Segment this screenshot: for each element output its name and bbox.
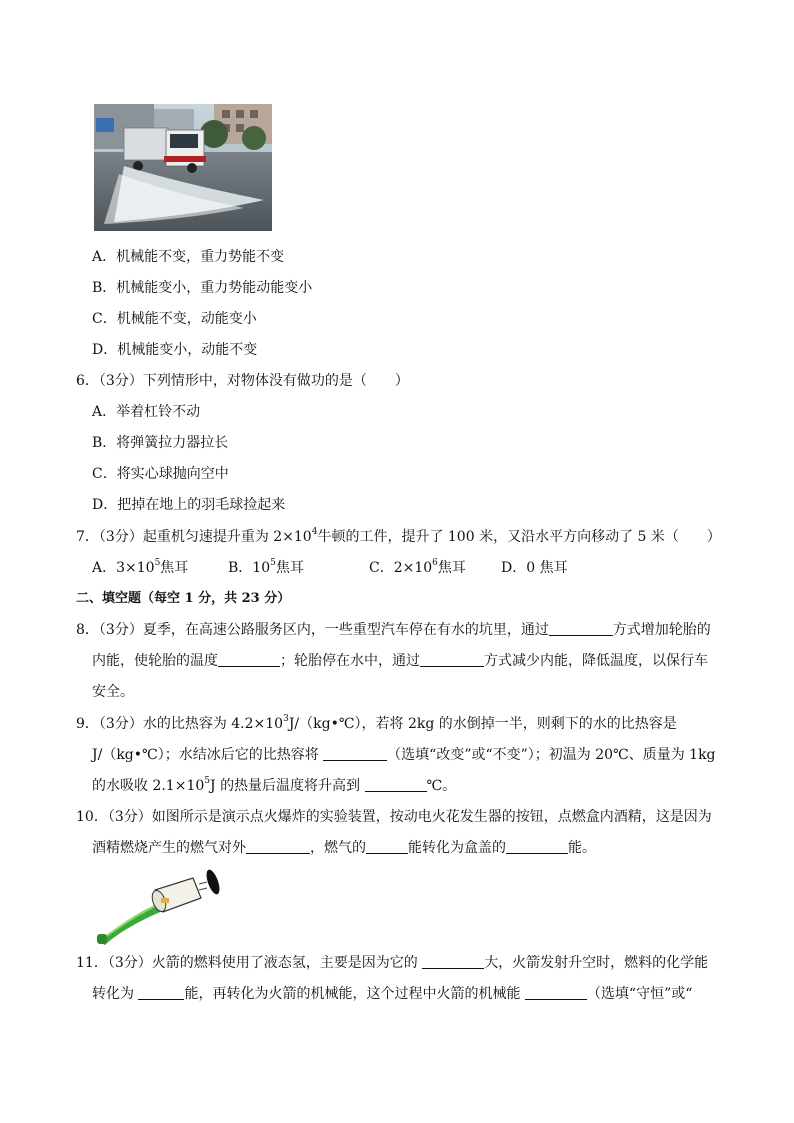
- q8-line-3: 安全。: [92, 684, 134, 700]
- q5-option-c: C．机械能不变，动能变小: [92, 311, 257, 327]
- q11-blank-1[interactable]: [422, 954, 484, 969]
- street-sweeper-photo: [94, 104, 272, 231]
- q11-blank-3[interactable]: [525, 985, 587, 1000]
- q8-blank-2[interactable]: [218, 652, 280, 667]
- q11-blank-2[interactable]: [138, 985, 184, 1000]
- ignition-device-figure: [95, 868, 227, 946]
- section-title-fill-in: 二、填空题（每空 1 分，共 23 分）: [76, 591, 291, 606]
- q6-stem: 6．（3分）下列情形中，对物体没有做功的是（ ）: [76, 373, 409, 389]
- q7-options: [92, 559, 568, 577]
- q9-line-3: 的水吸收 $2.1\times 10^5J$ 的热量后温度将升高到 ℃。: [92, 776, 457, 794]
- q11-line-1: 11．（3分）火箭的燃料使用了液态氢，主要是因为它的 大，火箭发射升空时，燃料的化学能: [76, 955, 709, 971]
- q6-option-d: D．把掉在地上的羽毛球捡起来: [92, 497, 286, 513]
- q8-blank-3[interactable]: [420, 652, 484, 667]
- q7-option-d: D．0 焦耳: [501, 560, 568, 576]
- q7-option-c: C．$2\times 10^6$焦耳: [369, 558, 466, 576]
- q10-line-2: 酒精燃烧产生的燃气对外 ，燃气的 能转化为盒盖的 能。: [92, 840, 596, 856]
- q9-line-2: J/（kg•℃）；水结冰后它的比热容将 （选填“改变”或“不变”）；初温为 20℃、质量为 1kg: [92, 747, 716, 763]
- q7-stem-text-end: 牛顿的工件，提升了 100 米，又沿水平方向移动了 5 米（ ）: [317, 529, 721, 545]
- q9-blank-2[interactable]: [323, 746, 387, 761]
- q8-blank-1[interactable]: [549, 621, 613, 636]
- q7-option-a: A．$3\times 10^5$焦耳: [92, 558, 189, 576]
- q5-option-b: B．机械能变小，重力势能动能变小: [92, 280, 313, 296]
- q9-blank-3[interactable]: [365, 777, 427, 792]
- q7-stem-exponent: 4: [311, 527, 318, 538]
- q6-option-a: A．举着杠铃不动: [92, 404, 201, 420]
- q9-line-1: 9．（3分）水的比热容为 $4.2\times 10^3J/(kg•℃)$，若将 2kg 的水倒掉一半，则剩下的水的比热容是: [76, 714, 677, 732]
- q6-option-c: C．将实心球抛向空中: [92, 466, 229, 482]
- q10-blank-2[interactable]: [366, 839, 408, 854]
- q10-line-1: 10．（3分）如图所示是演示点火爆炸的实验装置，按动电火花发生器的按钮，点燃盒内酒精，这是因为: [76, 809, 712, 825]
- q7-option-b: B．$10^5$焦耳: [228, 558, 304, 576]
- q10-blank-3[interactable]: [506, 839, 568, 854]
- q11-line-2: 转化为 能，再转化为火箭的机械能，这个过程中火箭的机械能 （选填“守恒”或“: [92, 986, 693, 1002]
- q10-blank-1[interactable]: [246, 839, 310, 854]
- q6-option-b: B．将弹簧拉力器拉长: [92, 435, 229, 451]
- q7-stem-text: 7．（3分）起重机匀速提升重为 2×10: [76, 529, 312, 545]
- q8-line-1: 8．（3分）夏季，在高速公路服务区内，一些重型汽车停在有水的坑里，通过 方式增加轮胎的: [76, 622, 711, 638]
- q5-option-a: A．机械能不变，重力势能不变: [92, 249, 285, 265]
- q5-option-d: D．机械能变小，动能不变: [92, 342, 258, 358]
- q8-line-2: 内能，使轮胎的温度 ；轮胎停在水中，通过 方式减少内能，降低温度，以保行车: [92, 653, 708, 669]
- q7-stem: [76, 528, 721, 546]
